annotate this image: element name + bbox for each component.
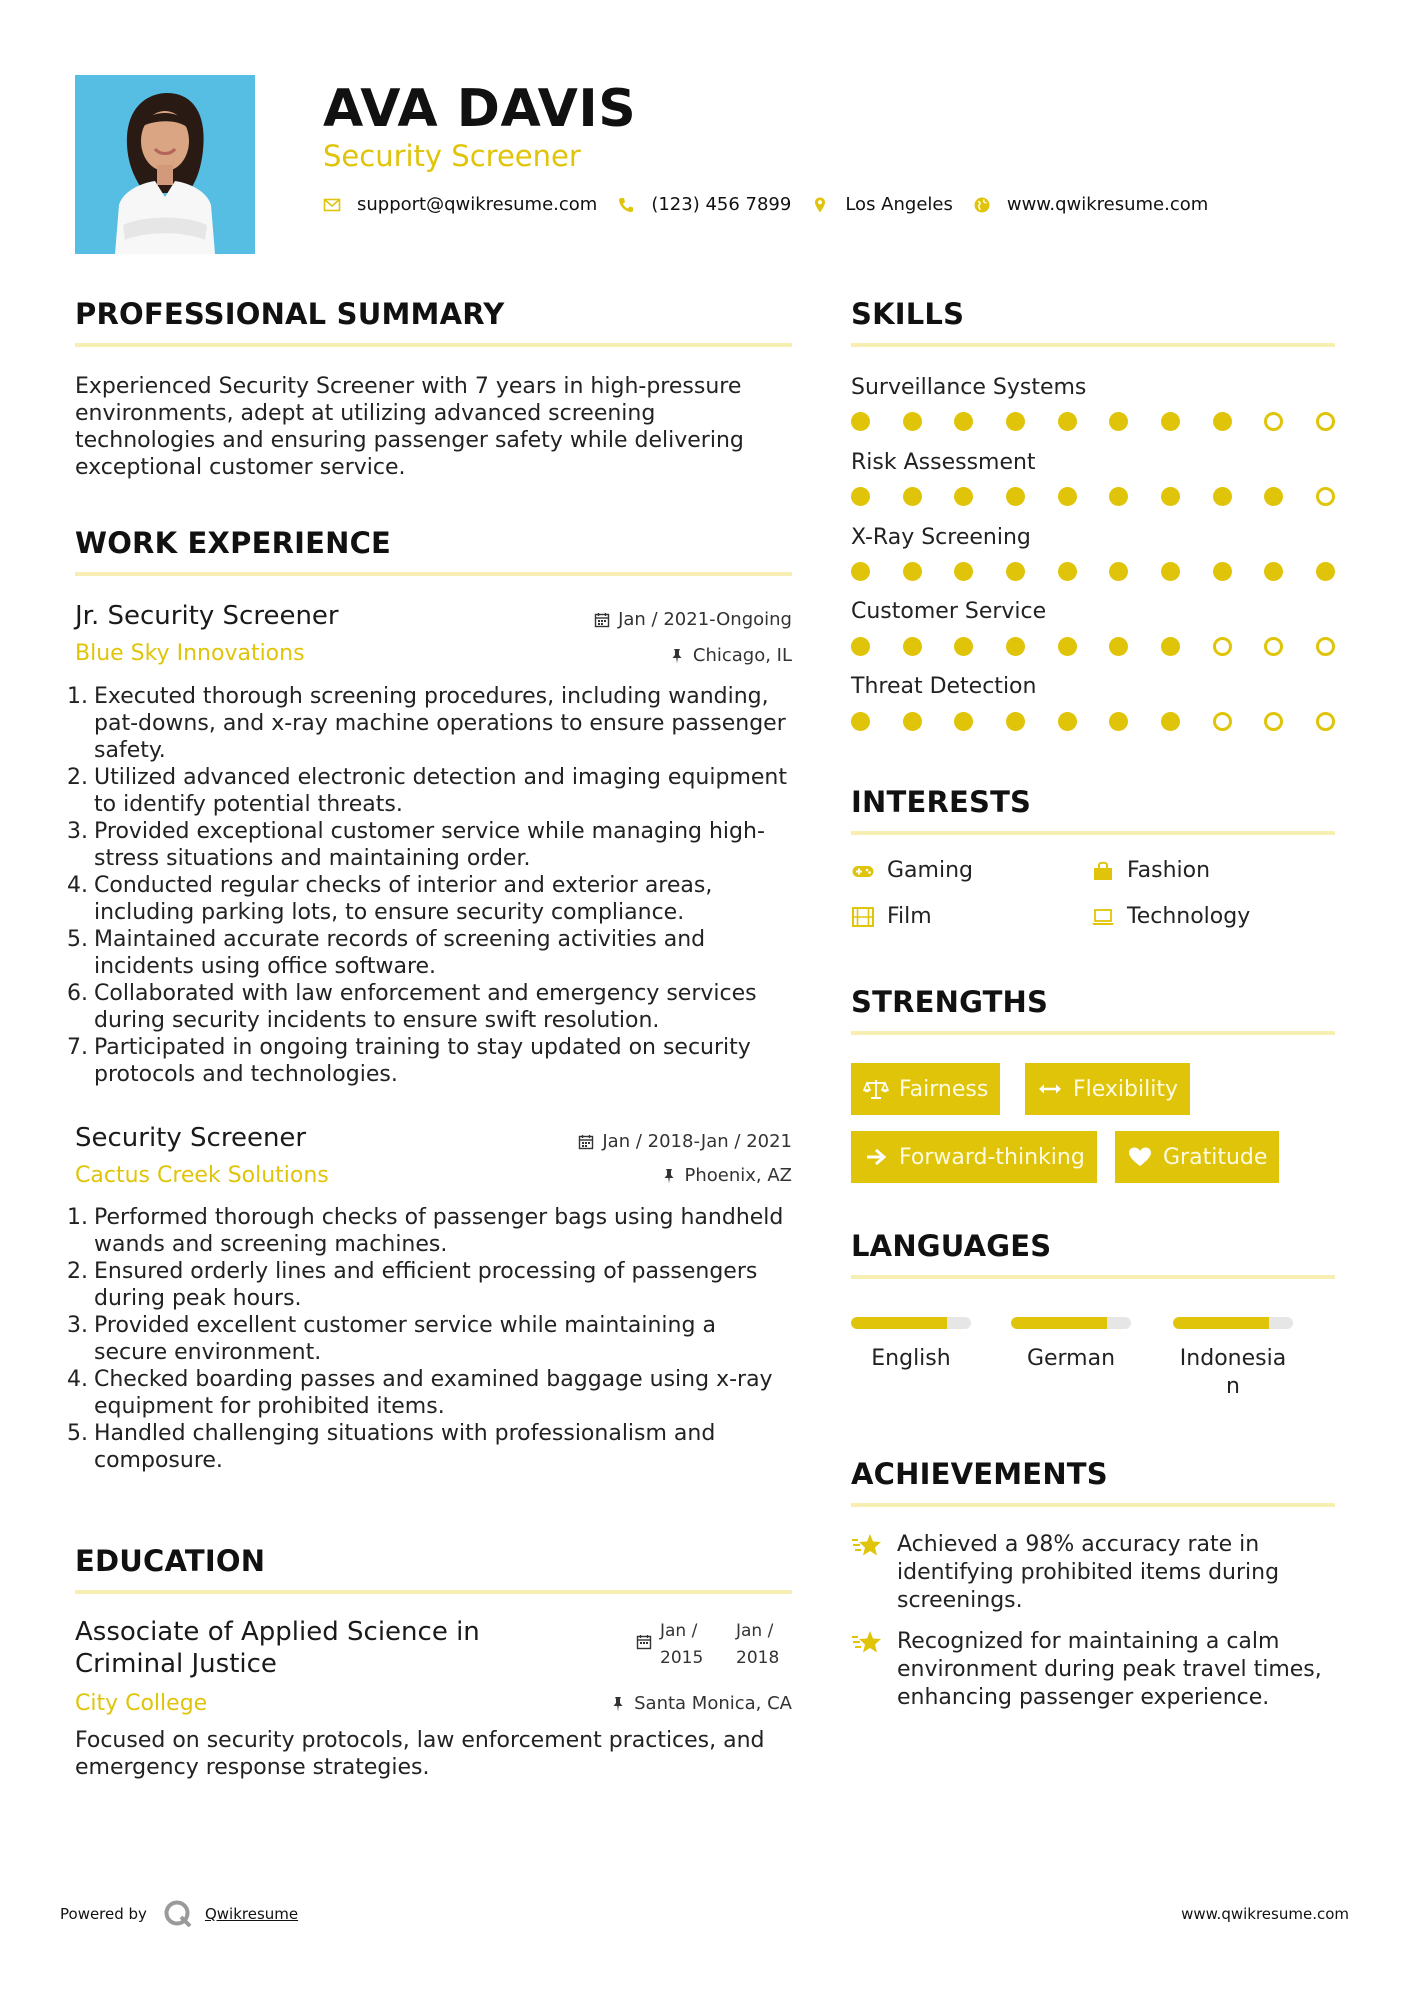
rating-dot-empty bbox=[1316, 412, 1335, 431]
list-item: 3. Provided excellent customer service while maintaining a secure environment. bbox=[67, 1313, 716, 1365]
strength-chip bbox=[1025, 1063, 1190, 1115]
education-location bbox=[480, 1692, 792, 1716]
list-item: 4. Conducted regular checks of interior and exterior areas, including parking lots, to ensure security compliance. bbox=[67, 873, 713, 925]
job-dates-text: Jan / 2021-Ongoing bbox=[618, 609, 792, 630]
rating-dot-filled bbox=[1264, 562, 1283, 581]
experience-heading: WORK EXPERIENCE bbox=[75, 526, 392, 560]
rating-dot-filled bbox=[1058, 412, 1077, 431]
list-item-text: Participated in ongoing training to stay updated on security protocols and technologies. bbox=[94, 1035, 751, 1087]
arrow-right-icon bbox=[863, 1145, 889, 1169]
language-level-fill bbox=[1173, 1317, 1269, 1329]
list-item-text: Provided excellent customer service while maintaining a secure environment. bbox=[94, 1313, 716, 1365]
footer-powered-by bbox=[60, 1899, 298, 1929]
list-item: 5. Maintained accurate records of screening activities and incidents using office software. bbox=[67, 927, 706, 979]
skill-rating bbox=[851, 412, 1335, 432]
rating-dot-filled bbox=[954, 637, 973, 656]
map-pin-icon bbox=[811, 196, 829, 214]
strength-chip bbox=[851, 1063, 1000, 1115]
calendar-icon bbox=[594, 612, 610, 628]
company-name: Cactus Creek Solutions bbox=[75, 1163, 329, 1188]
interest-item bbox=[1091, 857, 1210, 885]
rating-dot-empty bbox=[1213, 712, 1232, 731]
list-item: 2. Utilized advanced electronic detection and imaging equipment to identify potential threats. bbox=[67, 765, 787, 817]
interest-item bbox=[1091, 903, 1250, 931]
rating-dot-filled bbox=[1213, 412, 1232, 431]
strength-label: Forward-thinking bbox=[899, 1144, 1085, 1170]
contact-phone[interactable] bbox=[617, 194, 791, 215]
brand-link[interactable]: Qwikresume bbox=[204, 1905, 299, 1923]
interest-label: Technology bbox=[1127, 904, 1251, 929]
rating-dot-filled bbox=[1213, 487, 1232, 506]
rating-dot-filled bbox=[1058, 562, 1077, 581]
rating-dot-filled bbox=[1161, 412, 1180, 431]
rating-dot-empty bbox=[1316, 487, 1335, 506]
interest-item bbox=[851, 857, 973, 885]
section-divider bbox=[75, 343, 792, 347]
candidate-name: AVA DAVIS bbox=[323, 79, 637, 139]
achievement-item bbox=[851, 1628, 1331, 1712]
list-item-text: Performed thorough checks of passenger bags using handheld wands and screening machines. bbox=[94, 1205, 784, 1257]
globe-icon bbox=[973, 196, 991, 214]
job-dates bbox=[480, 608, 792, 632]
list-item: 6. Collaborated with law enforcement and emergency services during security incidents to ensure swift resolution. bbox=[67, 981, 757, 1033]
job-location bbox=[480, 644, 792, 668]
list-item-text: Checked boarding passes and examined baggage using x-ray equipment for prohibited items. bbox=[94, 1367, 773, 1419]
list-item-text: Conducted regular checks of interior and exterior areas, including parking lots, to ensure security compliance. bbox=[94, 873, 713, 925]
language-level-fill bbox=[851, 1317, 947, 1329]
rating-dot-filled bbox=[851, 562, 870, 581]
languages-heading: LANGUAGES bbox=[851, 1229, 1052, 1263]
language-level-bar bbox=[851, 1317, 971, 1329]
rating-dot-filled bbox=[851, 637, 870, 656]
job-location bbox=[480, 1164, 792, 1188]
arrows-horizontal-icon bbox=[1037, 1077, 1063, 1101]
job-dates bbox=[480, 1130, 792, 1154]
company-name: Blue Sky Innovations bbox=[75, 641, 305, 666]
rating-dot-filled bbox=[903, 412, 922, 431]
skill-label: Surveillance Systems bbox=[851, 375, 1087, 400]
skill-label: Customer Service bbox=[851, 599, 1047, 624]
rating-dot-filled bbox=[1006, 562, 1025, 581]
pushpin-icon bbox=[669, 648, 685, 664]
rating-dot-filled bbox=[1161, 637, 1180, 656]
contact-bar bbox=[323, 194, 1228, 215]
skill-rating bbox=[851, 712, 1335, 732]
rating-dot-filled bbox=[1161, 487, 1180, 506]
rating-dot-filled bbox=[851, 712, 870, 731]
email-text: support@qwikresume.com bbox=[357, 194, 598, 215]
heart-icon bbox=[1127, 1145, 1153, 1169]
rating-dot-filled bbox=[1058, 487, 1077, 506]
strength-label: Flexibility bbox=[1073, 1076, 1178, 1102]
rating-dot-filled bbox=[903, 712, 922, 731]
envelope-icon bbox=[323, 196, 341, 214]
list-item-text: Collaborated with law enforcement and emergency services during security incidents to ensure swift resolution. bbox=[94, 981, 757, 1033]
film-icon bbox=[851, 906, 875, 928]
job-location-text: Phoenix, AZ bbox=[684, 1165, 792, 1186]
strength-chip bbox=[851, 1131, 1097, 1183]
rating-dot-filled bbox=[954, 712, 973, 731]
list-item-text: Maintained accurate records of screening activities and incidents using office software. bbox=[94, 927, 706, 979]
job-title: Security Screener bbox=[75, 1123, 307, 1153]
skill-rating bbox=[851, 562, 1335, 582]
rating-dot-empty bbox=[1316, 637, 1335, 656]
list-item-text: Utilized advanced electronic detection and imaging equipment to identify potential threats. bbox=[94, 765, 787, 817]
rating-dot-empty bbox=[1264, 712, 1283, 731]
language-level-bar bbox=[1011, 1317, 1131, 1329]
pushpin-icon bbox=[610, 1696, 626, 1712]
profile-photo bbox=[75, 75, 255, 254]
balance-scale-icon bbox=[863, 1077, 889, 1101]
location-text: Los Angeles bbox=[845, 194, 953, 215]
strength-label: Gratitude bbox=[1163, 1144, 1268, 1170]
rating-dot-filled bbox=[954, 562, 973, 581]
section-divider bbox=[75, 572, 792, 576]
education-start: Jan / 2015 bbox=[660, 1621, 704, 1668]
website-text: www.qwikresume.com bbox=[1006, 194, 1209, 215]
section-divider bbox=[851, 831, 1335, 835]
education-location-text: Santa Monica, CA bbox=[634, 1693, 792, 1714]
job-duties-list bbox=[67, 683, 792, 1088]
qwikresume-logo-icon bbox=[163, 1899, 193, 1929]
school-name: City College bbox=[75, 1691, 208, 1716]
skill-rating bbox=[851, 487, 1335, 507]
achievement-text: Achieved a 98% accuracy rate in identifying prohibited items during screenings. bbox=[897, 1532, 1280, 1613]
laptop-icon bbox=[1091, 906, 1115, 928]
rating-dot-filled bbox=[1109, 412, 1128, 431]
education-description: Focused on security protocols, law enforcement practices, and emergency response strategies. bbox=[75, 1728, 765, 1780]
rating-dot-filled bbox=[1264, 487, 1283, 506]
skill-label: Risk Assessment bbox=[851, 450, 1036, 475]
language-label: German bbox=[1026, 1346, 1116, 1371]
rating-dot-filled bbox=[1109, 637, 1128, 656]
interest-label: Film bbox=[887, 904, 932, 929]
footer-website[interactable]: www.qwikresume.com bbox=[1181, 1905, 1349, 1923]
list-item: 1. Performed thorough checks of passenger bags using handheld wands and screening machines. bbox=[67, 1205, 784, 1257]
interest-label: Gaming bbox=[887, 858, 973, 883]
rating-dot-filled bbox=[1006, 412, 1025, 431]
section-divider bbox=[851, 1275, 1335, 1279]
job-dates-text: Jan / 2018-Jan / 2021 bbox=[602, 1131, 792, 1152]
list-item: 5. Handled challenging situations with professionalism and composure. bbox=[67, 1421, 716, 1473]
rating-dot-filled bbox=[1058, 637, 1077, 656]
interest-label: Fashion bbox=[1127, 858, 1211, 883]
rating-dot-filled bbox=[903, 637, 922, 656]
gamepad-icon bbox=[851, 860, 875, 882]
shopping-bag-icon bbox=[1091, 860, 1115, 882]
interests-heading: INTERESTS bbox=[851, 785, 1032, 819]
person-photo-illustration bbox=[75, 75, 255, 254]
skill-label: X-Ray Screening bbox=[851, 525, 1031, 550]
rating-dot-empty bbox=[1264, 412, 1283, 431]
rating-dot-empty bbox=[1316, 712, 1335, 731]
star-icon bbox=[851, 1531, 883, 1559]
rating-dot-filled bbox=[1316, 562, 1335, 581]
language-level-fill bbox=[1011, 1317, 1107, 1329]
contact-email[interactable] bbox=[323, 194, 597, 215]
rating-dot-filled bbox=[1161, 712, 1180, 731]
achievement-item bbox=[851, 1531, 1331, 1615]
list-item-text: Provided exceptional customer service while managing high-stress situations and maintaining order. bbox=[94, 819, 765, 871]
rating-dot-empty bbox=[1213, 637, 1232, 656]
section-divider bbox=[851, 343, 1335, 347]
education-dates bbox=[560, 1618, 792, 1672]
job-duties-list bbox=[67, 1204, 792, 1474]
rating-dot-filled bbox=[1109, 487, 1128, 506]
star-icon bbox=[851, 1628, 883, 1656]
rating-dot-filled bbox=[851, 487, 870, 506]
language-level-bar bbox=[1173, 1317, 1293, 1329]
education-heading: EDUCATION bbox=[75, 1544, 266, 1578]
rating-dot-filled bbox=[1213, 562, 1232, 581]
phone-text: (123) 456 7899 bbox=[651, 194, 792, 215]
strength-label: Fairness bbox=[899, 1076, 989, 1102]
list-item: 4. Checked boarding passes and examined baggage using x-ray equipment for prohibited items. bbox=[67, 1367, 773, 1419]
list-item: 3. Provided exceptional customer service while managing high-stress situations and maintaining order. bbox=[67, 819, 765, 871]
rating-dot-filled bbox=[851, 412, 870, 431]
skills-heading: SKILLS bbox=[851, 297, 965, 331]
rating-dot-empty bbox=[1264, 637, 1283, 656]
rating-dot-filled bbox=[1058, 712, 1077, 731]
candidate-role: Security Screener bbox=[323, 139, 581, 173]
language-label: English bbox=[871, 1346, 951, 1371]
rating-dot-filled bbox=[954, 412, 973, 431]
job-title: Jr. Security Screener bbox=[75, 601, 339, 631]
degree-title: Associate of Applied Science in Criminal Justice bbox=[75, 1617, 480, 1679]
skill-rating bbox=[851, 637, 1335, 657]
rating-dot-filled bbox=[1006, 637, 1025, 656]
list-item-text: Ensured orderly lines and efficient processing of passengers during peak hours. bbox=[94, 1259, 758, 1311]
job-location-text: Chicago, IL bbox=[692, 645, 792, 666]
list-item: 7. Participated in ongoing training to stay updated on security protocols and technologies. bbox=[67, 1035, 751, 1087]
phone-icon bbox=[617, 196, 635, 214]
calendar-icon bbox=[578, 1134, 594, 1150]
rating-dot-filled bbox=[1161, 562, 1180, 581]
rating-dot-filled bbox=[1006, 712, 1025, 731]
list-item-text: Handled challenging situations with professionalism and composure. bbox=[94, 1421, 716, 1473]
rating-dot-filled bbox=[1006, 487, 1025, 506]
section-divider bbox=[851, 1031, 1335, 1035]
section-divider bbox=[851, 1503, 1335, 1507]
powered-by-text: Powered by bbox=[60, 1905, 147, 1923]
rating-dot-filled bbox=[903, 487, 922, 506]
rating-dot-filled bbox=[1109, 712, 1128, 731]
summary-text: Experienced Security Screener with 7 years in high-pressure environments, adept at utilizing advanced screening technologies and ensuring passenger safety while delivering exceptional customer service. bbox=[75, 374, 744, 480]
language-label: Indonesian bbox=[1179, 1346, 1287, 1399]
list-item: 2. Ensured orderly lines and efficient processing of passengers during peak hours. bbox=[67, 1259, 758, 1311]
summary-heading: PROFESSIONAL SUMMARY bbox=[75, 297, 505, 331]
education-end: Jan / 2018 bbox=[736, 1621, 780, 1668]
list-item-text: Executed thorough screening procedures, including wanding, pat-downs, and x-ray machine operations to ensure passenger safety. bbox=[94, 684, 786, 763]
skill-label: Threat Detection bbox=[851, 674, 1037, 699]
calendar-icon bbox=[636, 1634, 652, 1650]
section-divider bbox=[75, 1590, 792, 1594]
strength-chip bbox=[1115, 1131, 1279, 1183]
strengths-heading: STRENGTHS bbox=[851, 985, 1049, 1019]
rating-dot-filled bbox=[903, 562, 922, 581]
pushpin-icon bbox=[661, 1168, 677, 1184]
rating-dot-filled bbox=[954, 487, 973, 506]
contact-website[interactable] bbox=[973, 194, 1208, 215]
interest-item bbox=[851, 903, 932, 931]
list-item: 1. Executed thorough screening procedures, including wanding, pat-downs, and x-ray machine operations to ensure passenger safety. bbox=[67, 684, 786, 763]
rating-dot-filled bbox=[1109, 562, 1128, 581]
contact-location bbox=[811, 194, 953, 215]
achievement-text: Recognized for maintaining a calm environment during peak travel times, enhancing passenger experience. bbox=[897, 1629, 1322, 1710]
achievements-heading: ACHIEVEMENTS bbox=[851, 1457, 1108, 1491]
